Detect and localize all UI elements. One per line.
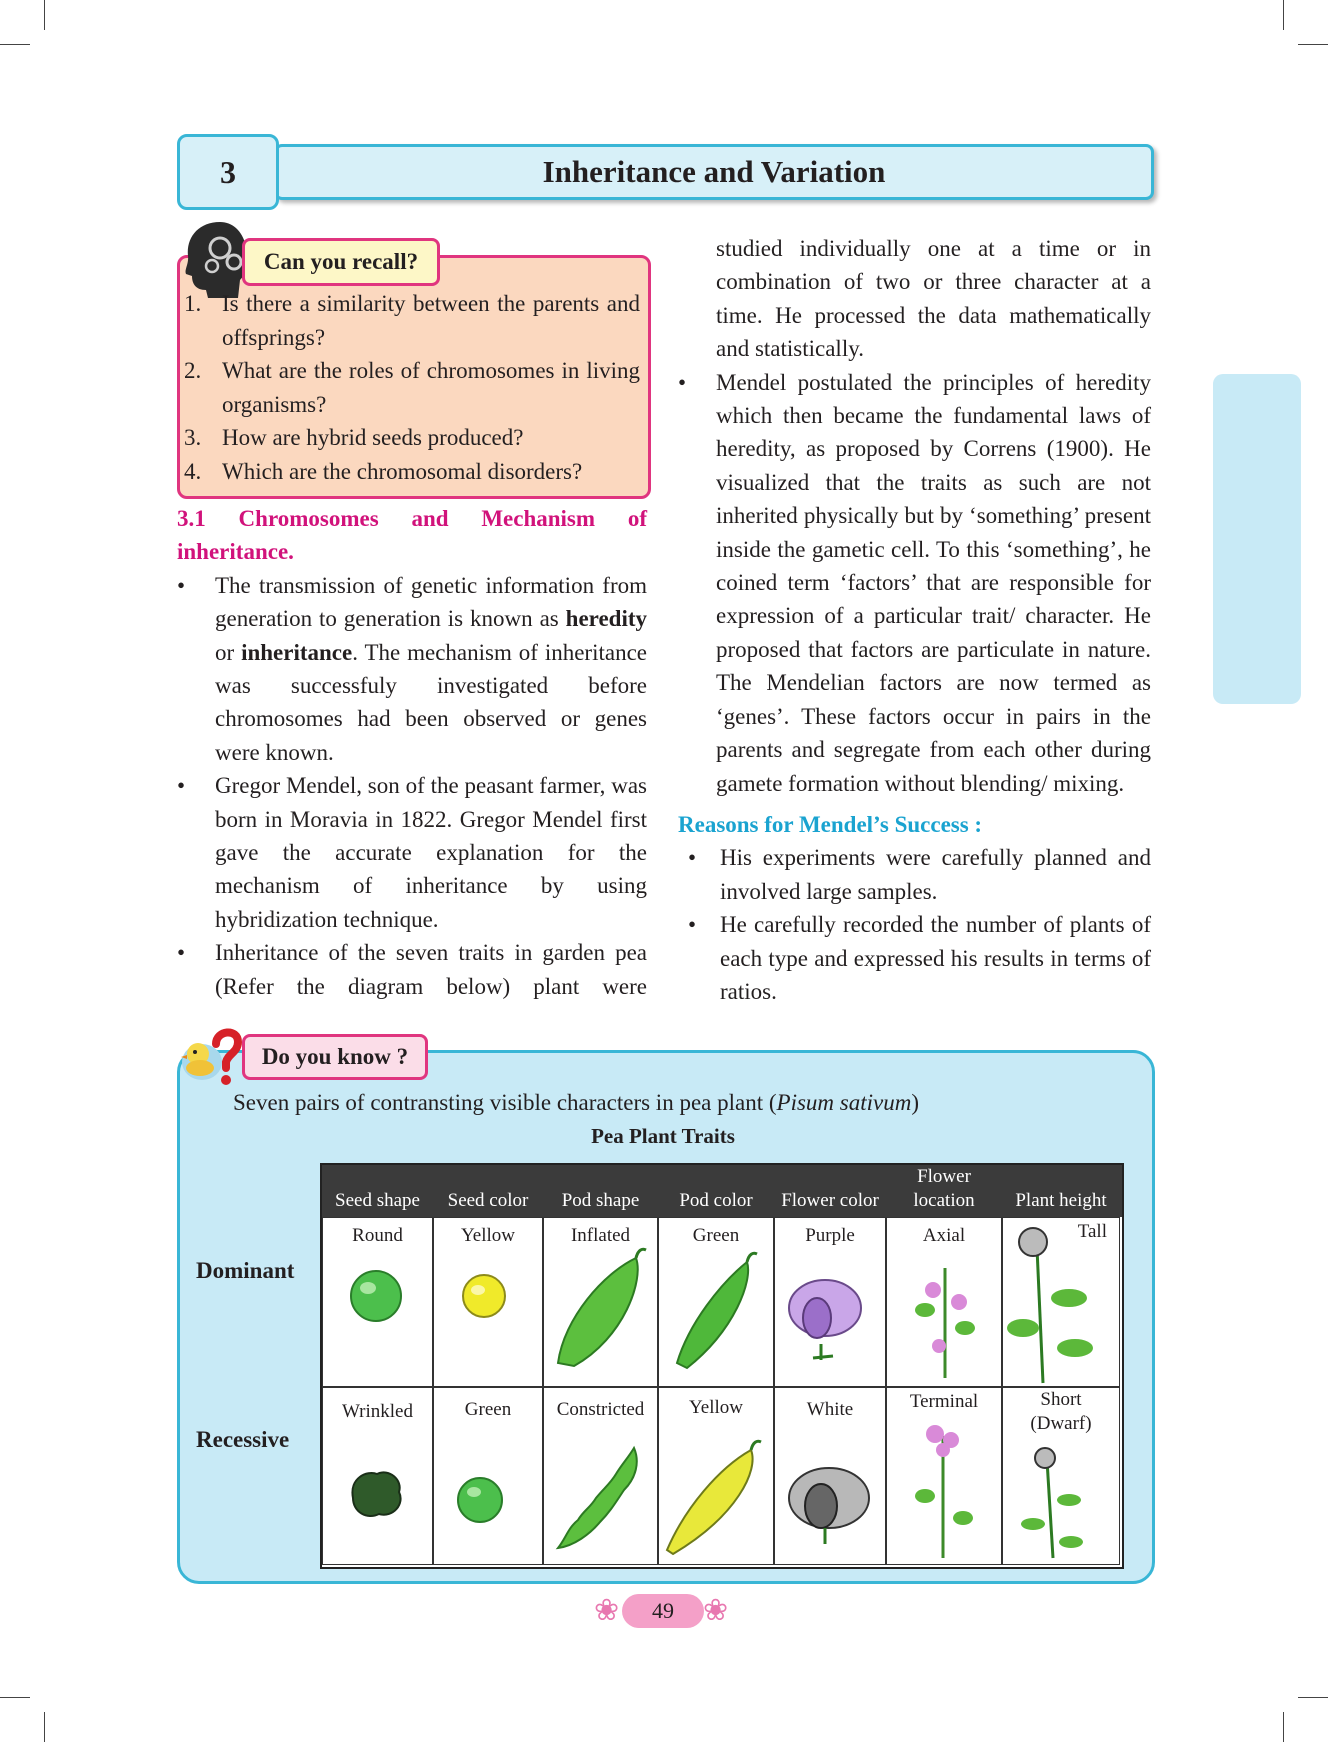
crop-mark — [1298, 1697, 1328, 1698]
chapter-number: 3 — [177, 134, 279, 210]
inflated-pod-icon — [544, 1218, 659, 1388]
list-item: 4. Which are the chromosomal disorders? — [184, 458, 583, 484]
table-cell: Constricted — [543, 1387, 658, 1565]
round-seed-icon — [323, 1218, 434, 1388]
recessive-label: Recessive — [196, 1427, 290, 1452]
reasons-title: Reasons for Mendel’s Success : — [678, 811, 983, 837]
recall-tag: Can you recall? — [242, 238, 440, 286]
dominant-label: Dominant — [196, 1258, 295, 1283]
yellow-pod-icon — [659, 1388, 775, 1566]
table-header-cell: Pod color — [679, 1190, 753, 1211]
dwarf-plant-icon — [1003, 1388, 1121, 1566]
crop-mark — [0, 1697, 30, 1698]
table-cell: Terminal — [886, 1387, 1002, 1565]
table-cell: Yellow — [658, 1387, 774, 1565]
table-cell: Inflated — [543, 1217, 658, 1387]
table-header-row — [322, 1165, 1122, 1217]
table-cell: Short (Dwarf) — [1002, 1387, 1120, 1565]
recall-list — [184, 287, 640, 488]
crop-mark — [44, 0, 45, 30]
table-header-cell: Pod shape — [561, 1190, 640, 1211]
list-item: 1. Is there a similarity between the parents and offsprings? — [184, 291, 640, 350]
paragraph: • Gregor Mendel, son of the peasant farmer, was born in Moravia in 1822. Gregor Mendel first gave the accurate explanation for the mechanism of inheritance by using hybridization technique. — [177, 773, 647, 932]
green-seed-icon — [434, 1388, 544, 1566]
table-title: Pea Plant Traits — [591, 1124, 735, 1148]
table-header-cell: Flower location — [913, 1166, 975, 1211]
do-you-know-tag: Do you know ? — [242, 1034, 428, 1080]
table-cell: Axial — [886, 1217, 1002, 1387]
list-item: 2. What are the roles of chromosomes in living organisms? — [184, 358, 640, 417]
table-cell: Green — [433, 1387, 543, 1565]
axial-flower-icon — [887, 1218, 1003, 1388]
list-item: • He carefully recorded the number of plants of each type and expressed his results in terms of ratios. — [688, 912, 1151, 1004]
table-cell: Round — [322, 1217, 433, 1387]
crop-mark — [1283, 0, 1284, 30]
crop-mark — [0, 44, 30, 45]
tall-plant-icon — [1003, 1218, 1121, 1388]
crop-mark — [1298, 44, 1328, 45]
crop-mark — [1283, 1712, 1284, 1742]
page-number: 49 — [622, 1594, 704, 1628]
list-item: • His experiments were carefully planned and involved large samples. — [688, 845, 1151, 904]
green-pod-icon — [659, 1218, 775, 1388]
table-header-cell: Seed shape — [335, 1190, 420, 1211]
table-cell: White — [774, 1387, 886, 1565]
table-header-cell: Plant height — [1015, 1190, 1107, 1211]
purple-flower-icon — [775, 1218, 887, 1388]
section-title: 3.1 Chromosomes and Mechanism of inheritance. — [177, 506, 647, 565]
table-cell: Green — [658, 1217, 774, 1387]
wrinkled-seed-icon — [323, 1388, 434, 1566]
side-thumb-tab — [1213, 374, 1301, 704]
table-header-cell: Flower color — [781, 1190, 879, 1211]
left-column — [177, 502, 647, 1003]
list-item: 3. How are hybrid seeds produced? — [184, 425, 524, 450]
crop-mark — [44, 1712, 45, 1742]
paragraph: • Inheritance of the seven traits in garden pea (Refer the diagram below) plant were — [177, 940, 647, 999]
flower-ornament-icon: ❀ — [703, 1594, 729, 1627]
paragraph: • The transmission of genetic information from generation to generation is known as heredity or inheritance. The mechanism of inheritance was successfuly investigated before chromosomes had been observed or genes were known. — [177, 572, 647, 765]
constricted-pod-icon — [544, 1388, 659, 1566]
table-cell: Purple — [774, 1217, 886, 1387]
chick-question-icon — [176, 1022, 252, 1086]
paragraph: • Mendel postulated the principles of heredity which then became the fundamental laws of heredity, as proposed by Correns (1900). He visualized that the traits as such are not inherited physically but by ‘something’ present inside the gametic cell. To this ‘something’, he coined term ‘factors’ that are responsible for expression of a particular trait/ character. He proposed that factors are particulate in nature. The Mendelian factors are now termed as ‘genes’. These factors occur in pairs in the parents and segregate from each other during gamete formation without blending/ mixing. — [678, 369, 1151, 796]
table-cell: Yellow — [433, 1217, 543, 1387]
traits-table — [320, 1163, 1124, 1569]
yellow-seed-icon — [434, 1218, 544, 1388]
chapter-title: Inheritance and Variation — [274, 144, 1154, 200]
table-cell: Tall — [1002, 1217, 1120, 1387]
right-column — [678, 232, 1151, 1008]
table-cell: Wrinkled — [322, 1387, 433, 1565]
paragraph: studied individually one at a time or in combination of two or three character at a time. He processed the data mathematically and statistically. — [716, 236, 1151, 362]
terminal-flower-icon — [887, 1388, 1003, 1566]
do-you-know-intro: Seven pairs of contransting visible characters in pea plant (Pisum sativum) — [233, 1090, 919, 1115]
flower-ornament-icon: ❀ — [594, 1594, 620, 1627]
table-header-cell: Seed color — [447, 1190, 529, 1211]
white-flower-icon — [775, 1388, 887, 1566]
